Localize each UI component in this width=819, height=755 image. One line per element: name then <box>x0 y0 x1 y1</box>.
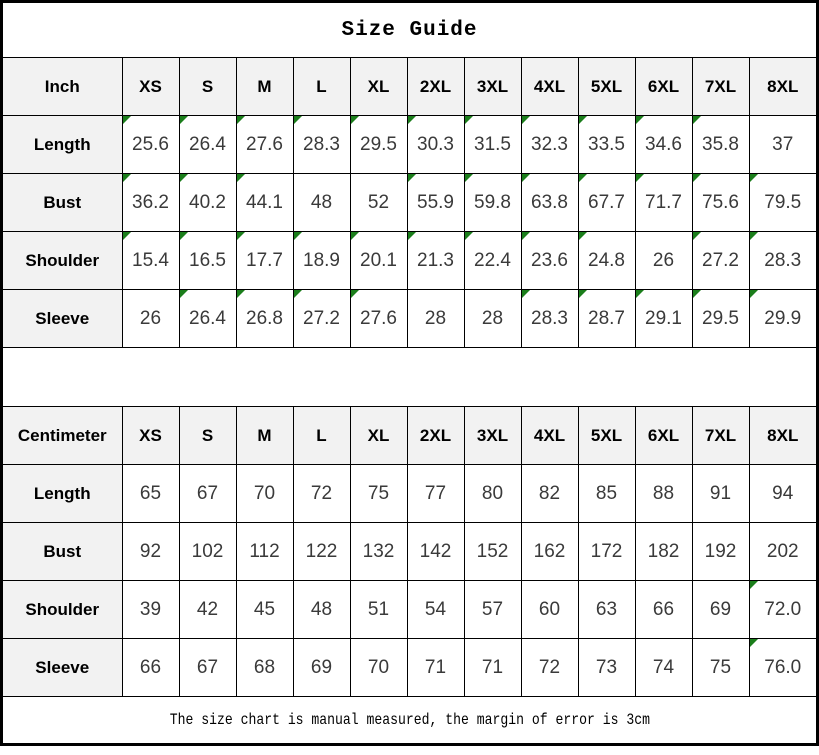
size-value-cell: 42 <box>179 581 236 639</box>
size-value-cell: 44.1 <box>236 174 293 232</box>
measurement-row-label: Sleeve <box>3 290 122 348</box>
size-header-cell: 7XL <box>692 58 749 116</box>
table-gap <box>3 348 816 406</box>
size-value-cell: 51 <box>350 581 407 639</box>
size-header-cell: 4XL <box>521 407 578 465</box>
comment-marker-icon <box>636 116 644 124</box>
size-value-cell: 28.3 <box>521 290 578 348</box>
size-value-cell: 60 <box>521 581 578 639</box>
size-value-cell: 17.7 <box>236 232 293 290</box>
measurement-row <box>3 232 816 290</box>
size-value-cell: 132 <box>350 523 407 581</box>
size-value-cell: 35.8 <box>692 116 749 174</box>
size-value-cell: 36.2 <box>122 174 179 232</box>
comment-marker-icon <box>408 174 416 182</box>
size-value-cell: 71 <box>464 639 521 697</box>
size-value-cell: 30.3 <box>407 116 464 174</box>
size-value-cell: 172 <box>578 523 635 581</box>
size-table-inch <box>3 57 816 348</box>
size-value-cell: 91 <box>692 465 749 523</box>
comment-marker-icon <box>180 174 188 182</box>
size-value-cell: 52 <box>350 174 407 232</box>
size-value-cell: 71.7 <box>635 174 692 232</box>
size-value-cell: 20.1 <box>350 232 407 290</box>
comment-marker-icon <box>408 232 416 240</box>
comment-marker-icon <box>180 290 188 298</box>
size-header-cell: 3XL <box>464 58 521 116</box>
size-value-cell: 31.5 <box>464 116 521 174</box>
comment-marker-icon <box>750 639 758 647</box>
size-header-cell: 6XL <box>635 58 692 116</box>
comment-marker-icon <box>636 174 644 182</box>
size-value-cell: 73 <box>578 639 635 697</box>
size-header-cell: M <box>236 58 293 116</box>
comment-marker-icon <box>465 174 473 182</box>
size-value-cell: 21.3 <box>407 232 464 290</box>
size-value-cell: 28.3 <box>293 116 350 174</box>
size-value-cell: 26.4 <box>179 116 236 174</box>
comment-marker-icon <box>123 174 131 182</box>
comment-marker-icon <box>522 290 530 298</box>
size-value-cell: 18.9 <box>293 232 350 290</box>
measurement-row-label: Shoulder <box>3 581 122 639</box>
size-value-cell: 26.8 <box>236 290 293 348</box>
measurement-row-label: Shoulder <box>3 232 122 290</box>
size-value-cell: 80 <box>464 465 521 523</box>
size-value-cell: 27.6 <box>350 290 407 348</box>
size-value-cell: 59.8 <box>464 174 521 232</box>
size-value-cell: 29.5 <box>692 290 749 348</box>
size-header-cell: 7XL <box>692 407 749 465</box>
size-header-cell: 8XL <box>749 407 816 465</box>
size-value-cell: 34.6 <box>635 116 692 174</box>
comment-marker-icon <box>750 174 758 182</box>
comment-marker-icon <box>465 116 473 124</box>
comment-marker-icon <box>579 116 587 124</box>
footer-note: The size chart is manual measured, the margin of error is 3cm <box>169 711 650 729</box>
comment-marker-icon <box>579 232 587 240</box>
size-value-cell: 77 <box>407 465 464 523</box>
measurement-row-label: Sleeve <box>3 639 122 697</box>
size-value-cell: 92 <box>122 523 179 581</box>
comment-marker-icon <box>750 232 758 240</box>
size-value-cell: 24.8 <box>578 232 635 290</box>
comment-marker-icon <box>636 290 644 298</box>
measurement-row <box>3 639 816 697</box>
size-value-cell: 28 <box>407 290 464 348</box>
size-value-cell: 55.9 <box>407 174 464 232</box>
size-value-cell: 48 <box>293 174 350 232</box>
size-value-cell: 74 <box>635 639 692 697</box>
comment-marker-icon <box>351 116 359 124</box>
size-value-cell: 39 <box>122 581 179 639</box>
measurement-row <box>3 116 816 174</box>
size-value-cell: 37 <box>749 116 816 174</box>
size-value-cell: 29.9 <box>749 290 816 348</box>
size-header-cell: L <box>293 407 350 465</box>
comment-marker-icon <box>522 116 530 124</box>
size-header-row <box>3 58 816 116</box>
size-value-cell: 15.4 <box>122 232 179 290</box>
size-value-cell: 76.0 <box>749 639 816 697</box>
size-value-cell: 48 <box>293 581 350 639</box>
size-value-cell: 70 <box>350 639 407 697</box>
title-row <box>3 3 816 57</box>
size-value-cell: 33.5 <box>578 116 635 174</box>
measurement-row <box>3 465 816 523</box>
size-header-cell: 3XL <box>464 407 521 465</box>
size-value-cell: 28.7 <box>578 290 635 348</box>
size-value-cell: 71 <box>407 639 464 697</box>
size-value-cell: 182 <box>635 523 692 581</box>
comment-marker-icon <box>294 116 302 124</box>
size-value-cell: 25.6 <box>122 116 179 174</box>
size-value-cell: 26.4 <box>179 290 236 348</box>
comment-marker-icon <box>522 232 530 240</box>
size-value-cell: 67.7 <box>578 174 635 232</box>
size-value-cell: 142 <box>407 523 464 581</box>
size-header-cell: XL <box>350 407 407 465</box>
measurement-row <box>3 523 816 581</box>
size-value-cell: 16.5 <box>179 232 236 290</box>
size-value-cell: 202 <box>749 523 816 581</box>
size-value-cell: 28.3 <box>749 232 816 290</box>
size-value-cell: 57 <box>464 581 521 639</box>
size-value-cell: 32.3 <box>521 116 578 174</box>
size-value-cell: 72 <box>293 465 350 523</box>
size-value-cell: 26 <box>122 290 179 348</box>
measurement-row-label: Bust <box>3 523 122 581</box>
comment-marker-icon <box>522 174 530 182</box>
size-value-cell: 27.2 <box>293 290 350 348</box>
comment-marker-icon <box>237 174 245 182</box>
size-value-cell: 63.8 <box>521 174 578 232</box>
size-table-centimeter <box>3 406 816 697</box>
size-header-cell: 5XL <box>578 58 635 116</box>
size-value-cell: 192 <box>692 523 749 581</box>
comment-marker-icon <box>294 232 302 240</box>
comment-marker-icon <box>294 290 302 298</box>
size-value-cell: 75.6 <box>692 174 749 232</box>
size-value-cell: 63 <box>578 581 635 639</box>
measurement-row <box>3 290 816 348</box>
comment-marker-icon <box>351 290 359 298</box>
measurement-row <box>3 174 816 232</box>
size-value-cell: 72 <box>521 639 578 697</box>
size-value-cell: 75 <box>350 465 407 523</box>
comment-marker-icon <box>237 290 245 298</box>
comment-marker-icon <box>237 116 245 124</box>
comment-marker-icon <box>408 116 416 124</box>
size-value-cell: 69 <box>293 639 350 697</box>
size-value-cell: 82 <box>521 465 578 523</box>
comment-marker-icon <box>237 232 245 240</box>
measurement-row-label: Length <box>3 116 122 174</box>
comment-marker-icon <box>579 290 587 298</box>
unit-header-cell: Centimeter <box>3 407 122 465</box>
size-header-cell: M <box>236 407 293 465</box>
size-value-cell: 70 <box>236 465 293 523</box>
size-value-cell: 66 <box>635 581 692 639</box>
size-value-cell: 67 <box>179 465 236 523</box>
unit-header-cell: Inch <box>3 58 122 116</box>
size-value-cell: 26 <box>635 232 692 290</box>
size-value-cell: 75 <box>692 639 749 697</box>
comment-marker-icon <box>123 116 131 124</box>
comment-marker-icon <box>693 174 701 182</box>
size-value-cell: 69 <box>692 581 749 639</box>
size-value-cell: 40.2 <box>179 174 236 232</box>
size-value-cell: 79.5 <box>749 174 816 232</box>
size-value-cell: 23.6 <box>521 232 578 290</box>
size-header-cell: L <box>293 58 350 116</box>
size-value-cell: 27.2 <box>692 232 749 290</box>
comment-marker-icon <box>123 232 131 240</box>
size-value-cell: 28 <box>464 290 521 348</box>
measurement-row <box>3 581 816 639</box>
size-header-cell: 6XL <box>635 407 692 465</box>
footer-row <box>3 697 816 743</box>
comment-marker-icon <box>750 290 758 298</box>
size-header-cell: XS <box>122 407 179 465</box>
size-value-cell: 54 <box>407 581 464 639</box>
comment-marker-icon <box>693 290 701 298</box>
size-header-row <box>3 407 816 465</box>
size-value-cell: 152 <box>464 523 521 581</box>
size-value-cell: 85 <box>578 465 635 523</box>
measurement-row-label: Bust <box>3 174 122 232</box>
size-header-cell: XS <box>122 58 179 116</box>
comment-marker-icon <box>579 174 587 182</box>
size-header-cell: S <box>179 407 236 465</box>
size-value-cell: 29.5 <box>350 116 407 174</box>
size-header-cell: 2XL <box>407 407 464 465</box>
size-value-cell: 122 <box>293 523 350 581</box>
size-value-cell: 112 <box>236 523 293 581</box>
size-value-cell: 72.0 <box>749 581 816 639</box>
comment-marker-icon <box>750 581 758 589</box>
page-title: Size Guide <box>341 18 478 42</box>
comment-marker-icon <box>351 232 359 240</box>
comment-marker-icon <box>693 116 701 124</box>
size-header-cell: XL <box>350 58 407 116</box>
size-value-cell: 66 <box>122 639 179 697</box>
size-header-cell: 5XL <box>578 407 635 465</box>
size-value-cell: 102 <box>179 523 236 581</box>
size-header-cell: 2XL <box>407 58 464 116</box>
size-value-cell: 45 <box>236 581 293 639</box>
size-value-cell: 94 <box>749 465 816 523</box>
comment-marker-icon <box>693 232 701 240</box>
size-value-cell: 65 <box>122 465 179 523</box>
comment-marker-icon <box>465 232 473 240</box>
comment-marker-icon <box>180 232 188 240</box>
size-value-cell: 68 <box>236 639 293 697</box>
size-header-cell: 8XL <box>749 58 816 116</box>
size-header-cell: 4XL <box>521 58 578 116</box>
size-value-cell: 67 <box>179 639 236 697</box>
size-value-cell: 27.6 <box>236 116 293 174</box>
size-value-cell: 22.4 <box>464 232 521 290</box>
size-value-cell: 88 <box>635 465 692 523</box>
comment-marker-icon <box>180 116 188 124</box>
size-header-cell: S <box>179 58 236 116</box>
measurement-row-label: Length <box>3 465 122 523</box>
size-value-cell: 162 <box>521 523 578 581</box>
size-value-cell: 29.1 <box>635 290 692 348</box>
